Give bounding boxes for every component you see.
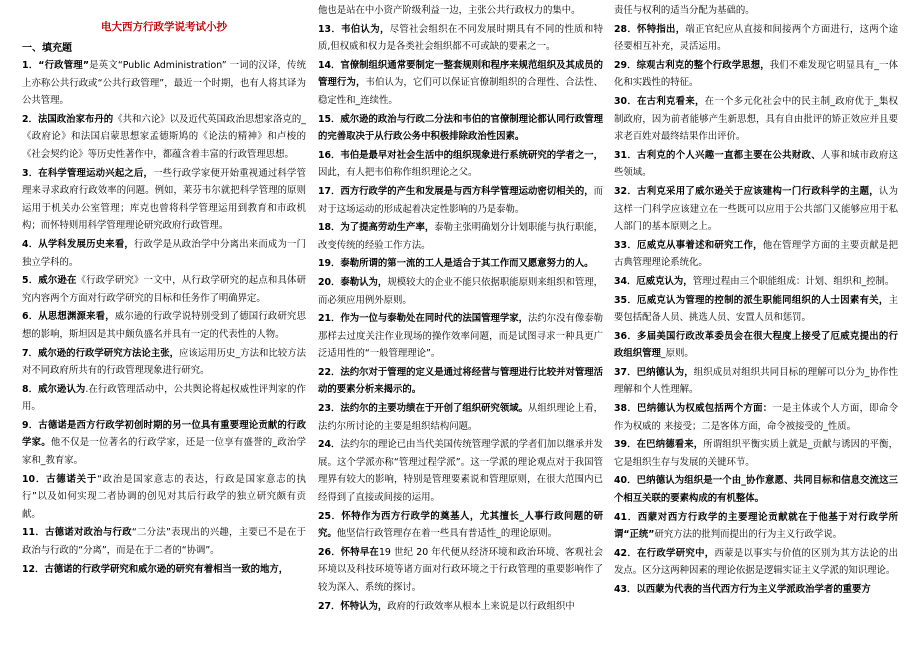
fill-in-item <box>318 57 603 110</box>
fill-in-item <box>318 598 603 616</box>
item-text: .在行政管理活动中，公共舆论将起权威性评判家的作用。 <box>22 383 306 413</box>
item-text: 是英文“Public Administration” 一词的汉译，传统上亦称公共行政或“公共行政管理”，最近一个时期，也有人将其译为公共管理。 <box>22 60 306 107</box>
fill-in-item <box>22 111 306 164</box>
item-lead: 36．多届美国行政改革委员会在很大程度上接受了厄威克提出的行政组织管理 <box>614 330 898 360</box>
item-lead: 28．怀特指出， <box>614 23 686 35</box>
item-text: 主要包括配备人员、挑选人员、安置人员和惩罚。 <box>614 294 898 324</box>
fill-in-item <box>614 328 898 363</box>
fill-in-item <box>614 273 898 291</box>
item-text: 应该运用历史_方法和比较方法对不同政府所共有的行政管理现象进行研究。 <box>22 347 306 377</box>
item-lead: 14．官僚制组织通常要制定一整套规则和程序来规范组织及其成员的管理行为， <box>318 59 603 89</box>
fill-in-item <box>22 561 306 579</box>
item-lead: 38．巴纳德认为权威包括两个方面： <box>614 403 773 415</box>
item-lead: 6．从思想渊源来看， <box>22 311 115 323</box>
fill-in-item <box>318 508 603 543</box>
item-lead: 27．怀特认为， <box>318 600 388 612</box>
item-lead: 32．古利克采用了威尔逊关于应该建构一门行政科学的主题， <box>614 185 879 197</box>
fill-in-item <box>614 93 898 146</box>
item-list-left <box>22 57 306 578</box>
item-lead: 2．法国政治家布丹的 <box>22 113 114 125</box>
fill-in-item <box>318 364 603 399</box>
fill-in-item <box>22 272 306 307</box>
item-text: 他坚信行政管理存在着一些具有普适性_的理论原则。 <box>336 528 558 540</box>
item-text: 泰勒主张明确划分计划职能与执行职能，改变传统的经验工作方法。 <box>318 222 603 251</box>
item-text: _原则。 <box>660 348 694 360</box>
fill-in-item <box>22 308 306 343</box>
fill-in-item <box>614 57 898 92</box>
item-text: 认为这样一门科学应该建立在一些既可以应用于公共部门又能够应用于私人部门的基本原则之上。 <box>614 185 898 233</box>
fill-in-item <box>22 471 306 524</box>
item-text: 政府的行政效率从根本上来说是以行政组织中 <box>387 600 575 612</box>
fill-in-item <box>22 165 306 235</box>
item-text: 《共和六论》以及近代英国政治思想家洛克的_《政府论》和法国启蒙思想家孟德斯鸠的《论法的精神》和卢梭的《社会契约论》等历史性著作中，都蕴含着丰富的行政管理思想。 <box>22 113 306 160</box>
item-text: 端正官纪应从直接和间接两个方面进行，这两个途径要相互补充，灵活运用。 <box>614 23 898 53</box>
fill-in-item <box>614 545 898 580</box>
item-text: 规模较大的企业不能只依据职能原则来组织和管理，而必须应用例外原则。 <box>318 276 603 306</box>
fill-in-item <box>318 183 603 218</box>
item-lead: 41．西蒙对西方行政学的主要理论贡献就在于他基于对行政学所谓“正统” <box>614 511 898 541</box>
fill-in-item <box>614 581 898 599</box>
item-lead: 1．“行政管理” <box>22 60 89 71</box>
item-lead: 19．泰勒所谓的第一流的工人是适合于其工作而又愿意努力的人。 <box>318 258 594 270</box>
fill-in-item <box>22 381 306 416</box>
fill-in-item <box>318 219 603 254</box>
item-text: 韦伯认为，它们可以保证官僚制组织的合理性、合法性、稳定性和_连续性。 <box>318 77 603 106</box>
column-left <box>22 18 306 579</box>
item-list-middle <box>318 2 603 615</box>
item-lead: 15．威尔逊的政治与行政二分法和韦伯的官僚制理论都认同行政管理的完善取决于从行政公务中积极排除政治性因素。 <box>318 113 603 143</box>
item-text: 所谓组织平衡实质上就是_贡献与诱因的平衡，它是组织生存与发展的关键环节。 <box>614 439 898 468</box>
fill-in-item <box>22 236 306 271</box>
item-text: 19 世纪 20 年代便从经济环境和政治环境、客观社会环境以及科技环境等诸方面对行政环境之于行政管理的重要影响作了较为深入、系统的探讨。 <box>318 546 603 593</box>
item-text: 威尔逊的行政学说特别受到了德国行政研究思想的影响，斯坦因是其中颇负盛名并具有一定的代表性的人物。 <box>22 311 306 340</box>
item-text: “二分法”表现出的兴趣，主要已不是在于政治与行政的“分离”，而是在于二者的“协调”。 <box>22 527 306 557</box>
item-lead: 11．古德诺对政治与行政 <box>22 527 132 539</box>
fill-in-item <box>614 400 898 435</box>
item-lead: 40．巴纳德认为组织是一个由_协作意愿、共同目标和信息交流这三个相互关联的要素构成的有机整体。 <box>614 475 898 505</box>
item-text: 组织成员对组织共同目标的理解可以分为_协作性理解和个人性理解。 <box>614 366 898 396</box>
item-lead: 16．韦伯是最早对社会生活中的组织现象进行系统研究的学者之一， <box>318 149 603 161</box>
item-lead: 29．综观古利克的整个行政学思想， <box>614 59 770 71</box>
fill-in-item <box>22 524 306 559</box>
item-lead: 24． <box>318 439 341 451</box>
fill-in-item <box>318 2 603 20</box>
item-text: 一是主体或个人方面，即命令作为权威的 来接受；二是客体方面，命令被接受的_性质。 <box>614 403 898 432</box>
item-lead: 37．巴纳德认为， <box>614 366 694 378</box>
item-text: “政治是国家意志的表达，行政是国家意志的执行”以及如何实现二者协调的创见对其后行政学的独立研究颇有贡献。 <box>22 473 307 520</box>
fill-in-item <box>614 509 898 544</box>
item-lead: 21．作为一位与泰勒处在同时代的法国管理学家， <box>318 313 528 325</box>
fill-in-item <box>614 183 898 236</box>
fill-in-item <box>318 274 603 309</box>
item-text: 责任与权利的适当分配为基础的。 <box>614 5 755 16</box>
fill-in-item <box>318 147 603 182</box>
item-text: 我们不难发现它明显具有_一体化和实践性的特征。 <box>614 59 898 89</box>
item-text: 一些行政学家便开始重视通过科学管理来寻求政府行政效率的问题。例如，莱芬韦尔就把科学管理的原则运用于机关办公室管理；库克也曾将科学管理运用到教育和市政机构；而怀特则用科学管理理论研究政府行政管理。 <box>22 167 306 232</box>
item-text: 人事和城市政府这些领域。 <box>614 149 898 179</box>
fill-in-item <box>614 292 898 327</box>
fill-in-item <box>22 345 306 380</box>
item-lead: 31．古利克的个人兴趣一直都主要在公共财政、 <box>614 149 821 161</box>
item-lead: 30．在古利克看来， <box>614 95 705 107</box>
item-list-right <box>614 2 898 599</box>
fill-in-item <box>318 400 603 435</box>
item-text: 而对于这场运动的形成起着决定性影响的乃是泰勒。 <box>318 185 603 215</box>
section-heading: 一、填充题 <box>22 43 72 54</box>
fill-in-item <box>614 472 898 507</box>
item-lead: 42．在行政学研究中， <box>614 547 715 559</box>
item-text: 法约尔没有像泰勒那样去过度关注作业现场的操作效率问题，而是试图寻求一种具更广泛适用性的“一般管理理论”。 <box>318 313 603 360</box>
fill-in-item <box>318 436 603 506</box>
fill-in-item <box>22 57 306 110</box>
item-lead: 4．从学科发展历史来看， <box>22 238 134 250</box>
fill-in-item <box>318 255 603 273</box>
fill-in-item <box>22 417 306 470</box>
fill-in-item <box>614 21 898 56</box>
item-text: 在一个多元化社会中的民主制_政府优于_集权制政府，因为前者能够产生新思想，具有自由批评的矫正效应并且要求老百姓对最终结果作出评价。 <box>614 95 898 143</box>
item-text: 管理过程由三个职能组成：计划、组织和_控制。 <box>692 275 895 287</box>
item-lead: 39．在巴纳德看来， <box>614 439 704 451</box>
item-lead: 23．法约尔的主要功绩在于开创了组织研究领域。 <box>318 403 528 415</box>
item-text: 从组织理论上看，法约尔所讨论的主要是组织结构问题。 <box>318 403 603 432</box>
item-text: 西蒙是以事实与价值的区别为其方法论的出发点。区分这两种因素的理论依据是逻辑实证主义学派的知识理论。 <box>614 547 898 577</box>
item-lead: 3．在科学管理运动兴起之后， <box>22 167 154 179</box>
item-text: 他也是站在中小资产阶级利益一边，主张公共行政权力的集中。 <box>318 5 581 16</box>
fill-in-item <box>318 111 603 146</box>
item-text: 《行政学研究》一文中，从行政学研究的起点和具体研究内容两个方面对行政学研究的目标和任务作了明确界定。 <box>22 275 306 304</box>
item-lead: 33．厄威克从事着述和研究工作， <box>614 239 763 251</box>
item-lead: 9．古德诺是西方行政学初创时期的另一位具有重要理论贡献的行政学家。 <box>22 419 306 449</box>
fill-in-item <box>614 237 898 272</box>
item-lead: 20．泰勒认为， <box>318 276 388 288</box>
column-middle <box>318 2 603 616</box>
fill-in-item <box>318 544 603 597</box>
item-lead: 34．厄威克认为， <box>614 275 693 287</box>
item-lead: 43．以西蒙为代表的当代西方行为主义学派政治学者的重要方 <box>614 584 871 595</box>
item-lead: 7．威尔逊的行政学研究方法论主张， <box>22 347 180 359</box>
item-text: 研究方法的批判而提出的行为主义行政学说。 <box>654 529 842 541</box>
item-lead: 12．古德诺的行政学研究和威尔逊的研究有着相当一致的地方， <box>22 563 289 575</box>
fill-in-item <box>614 147 898 182</box>
item-lead: 10．古德诺关于 <box>22 473 98 485</box>
item-lead: 8．威尔逊认为 <box>22 383 86 395</box>
item-text: 尽管社会组织在不同发展时期具有不同的性质和特质,但权威和权力是各类社会组织都不可或缺的要素之一。 <box>318 23 603 53</box>
item-text: 因此，有人把韦伯称作组织理论之父。 <box>318 167 478 179</box>
fill-in-item <box>614 364 898 399</box>
fill-in-item <box>318 310 603 363</box>
item-lead: 13．韦伯认为， <box>318 23 390 35</box>
item-lead: 5．威尔逊在 <box>22 275 77 287</box>
item-lead: 35．厄威克认为管理的控制的派生职能同组织的人士因素有关， <box>614 294 889 306</box>
column-right <box>614 2 898 600</box>
item-lead: 25．怀特作为西方行政学的奠基人，尤其擅长_人事行政问题的研究。 <box>318 510 603 540</box>
fill-in-item <box>614 436 898 471</box>
item-text: 他在管理学方面的主要贡献是把古典管理理论系统化。 <box>614 239 898 269</box>
item-lead: 22．法约尔对于管理的定义是通过将经营与管理进行比较并对管理活动的要素分析来揭示的。 <box>318 366 603 396</box>
item-text: 他不仅是一位著名的行政学家，还是一位享有盛誉的_政治学家和_教育家。 <box>22 437 306 467</box>
item-lead: 26．怀特早在 <box>318 546 379 558</box>
item-lead: 17．西方行政学的产生和发展是与西方科学管理运动密切相关的， <box>318 185 594 197</box>
item-text: 法约尔的理论已由当代美国传统管理学派的学者们加以继承并发展。这个学派亦称“管理过程学派”。这一学派的理论观点对于我国管理界有较大的影响，特别是管理要素说和管理原则，在很大范围内已经得到了直接或间接的运用。 <box>318 439 603 504</box>
document-title: 电大西方行政学说考试小抄 <box>101 21 227 33</box>
fill-in-item <box>318 21 603 56</box>
item-lead: 18．为了提高劳动生产率， <box>318 222 435 234</box>
fill-in-item <box>614 2 898 20</box>
item-text: 行政学是从政治学中分离出来而成为一门独立学科的。 <box>22 238 306 268</box>
